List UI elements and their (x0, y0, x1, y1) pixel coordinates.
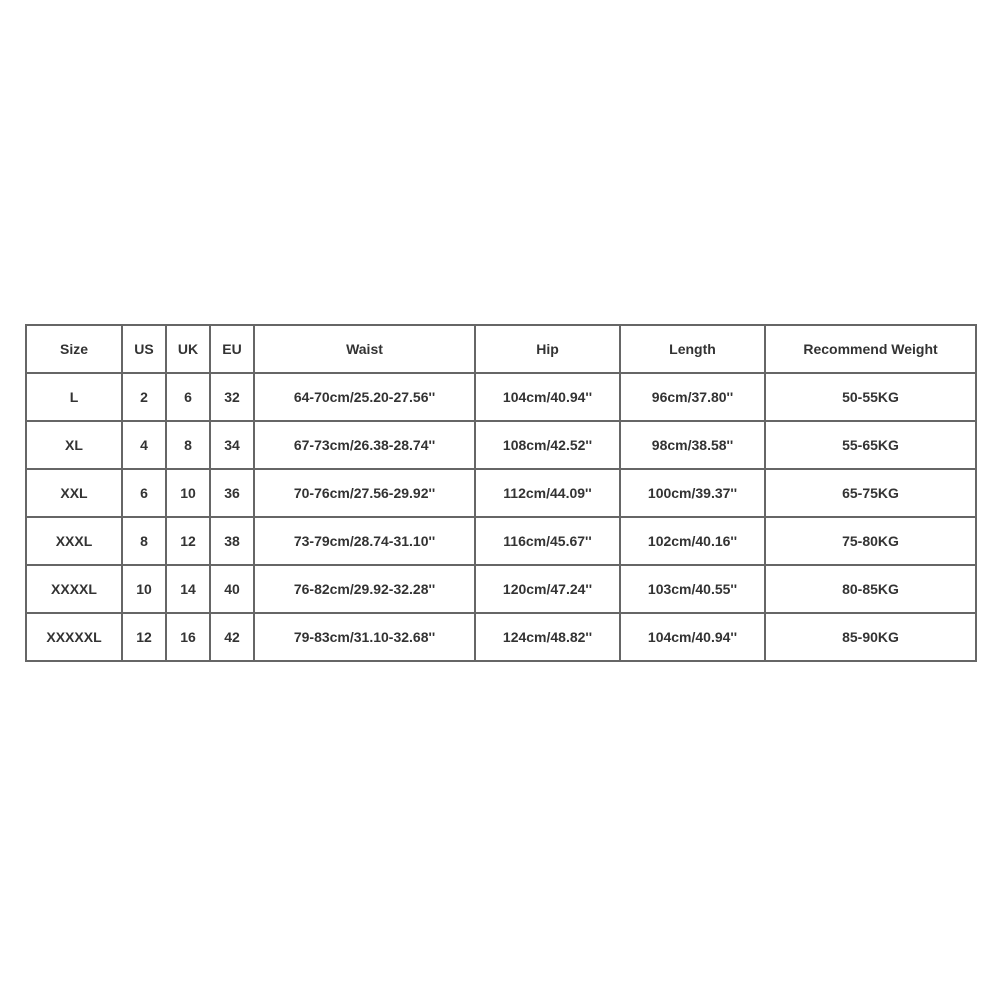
cell-recommend-weight: 50-55KG (765, 373, 976, 421)
cell-uk: 6 (166, 373, 210, 421)
table-row (26, 613, 976, 661)
cell-waist: 73-79cm/28.74-31.10'' (254, 517, 475, 565)
cell-eu: 42 (210, 613, 254, 661)
cell-eu: 40 (210, 565, 254, 613)
cell-uk: 16 (166, 613, 210, 661)
header-uk: UK (166, 325, 210, 373)
cell-waist: 70-76cm/27.56-29.92'' (254, 469, 475, 517)
cell-recommend-weight: 85-90KG (765, 613, 976, 661)
cell-hip: 116cm/45.67'' (475, 517, 620, 565)
cell-recommend-weight: 75-80KG (765, 517, 976, 565)
cell-size: XXXL (26, 517, 122, 565)
cell-hip: 120cm/47.24'' (475, 565, 620, 613)
cell-us: 8 (122, 517, 166, 565)
cell-waist: 64-70cm/25.20-27.56'' (254, 373, 475, 421)
cell-length: 102cm/40.16'' (620, 517, 765, 565)
table-row (26, 565, 976, 613)
cell-us: 10 (122, 565, 166, 613)
cell-size: L (26, 373, 122, 421)
table-row (26, 373, 976, 421)
cell-uk: 14 (166, 565, 210, 613)
cell-size: XXXXL (26, 565, 122, 613)
header-size: Size (26, 325, 122, 373)
cell-size: XXL (26, 469, 122, 517)
cell-recommend-weight: 55-65KG (765, 421, 976, 469)
cell-hip: 104cm/40.94'' (475, 373, 620, 421)
cell-waist: 76-82cm/29.92-32.28'' (254, 565, 475, 613)
header-length: Length (620, 325, 765, 373)
header-waist: Waist (254, 325, 475, 373)
cell-waist: 79-83cm/31.10-32.68'' (254, 613, 475, 661)
table-header-row (26, 325, 976, 373)
cell-us: 6 (122, 469, 166, 517)
header-us: US (122, 325, 166, 373)
header-hip: Hip (475, 325, 620, 373)
table-row (26, 421, 976, 469)
table-row (26, 517, 976, 565)
cell-length: 98cm/38.58'' (620, 421, 765, 469)
cell-us: 2 (122, 373, 166, 421)
cell-us: 4 (122, 421, 166, 469)
cell-eu: 36 (210, 469, 254, 517)
cell-size: XXXXXL (26, 613, 122, 661)
cell-eu: 34 (210, 421, 254, 469)
cell-uk: 8 (166, 421, 210, 469)
cell-eu: 32 (210, 373, 254, 421)
cell-length: 96cm/37.80'' (620, 373, 765, 421)
cell-length: 103cm/40.55'' (620, 565, 765, 613)
cell-waist: 67-73cm/26.38-28.74'' (254, 421, 475, 469)
cell-eu: 38 (210, 517, 254, 565)
header-eu: EU (210, 325, 254, 373)
table-row (26, 469, 976, 517)
cell-length: 100cm/39.37'' (620, 469, 765, 517)
cell-uk: 10 (166, 469, 210, 517)
cell-size: XL (26, 421, 122, 469)
cell-hip: 108cm/42.52'' (475, 421, 620, 469)
cell-length: 104cm/40.94'' (620, 613, 765, 661)
size-chart-table (25, 324, 977, 662)
header-recommend-weight: Recommend Weight (765, 325, 976, 373)
cell-uk: 12 (166, 517, 210, 565)
cell-us: 12 (122, 613, 166, 661)
cell-hip: 124cm/48.82'' (475, 613, 620, 661)
cell-recommend-weight: 65-75KG (765, 469, 976, 517)
cell-recommend-weight: 80-85KG (765, 565, 976, 613)
cell-hip: 112cm/44.09'' (475, 469, 620, 517)
